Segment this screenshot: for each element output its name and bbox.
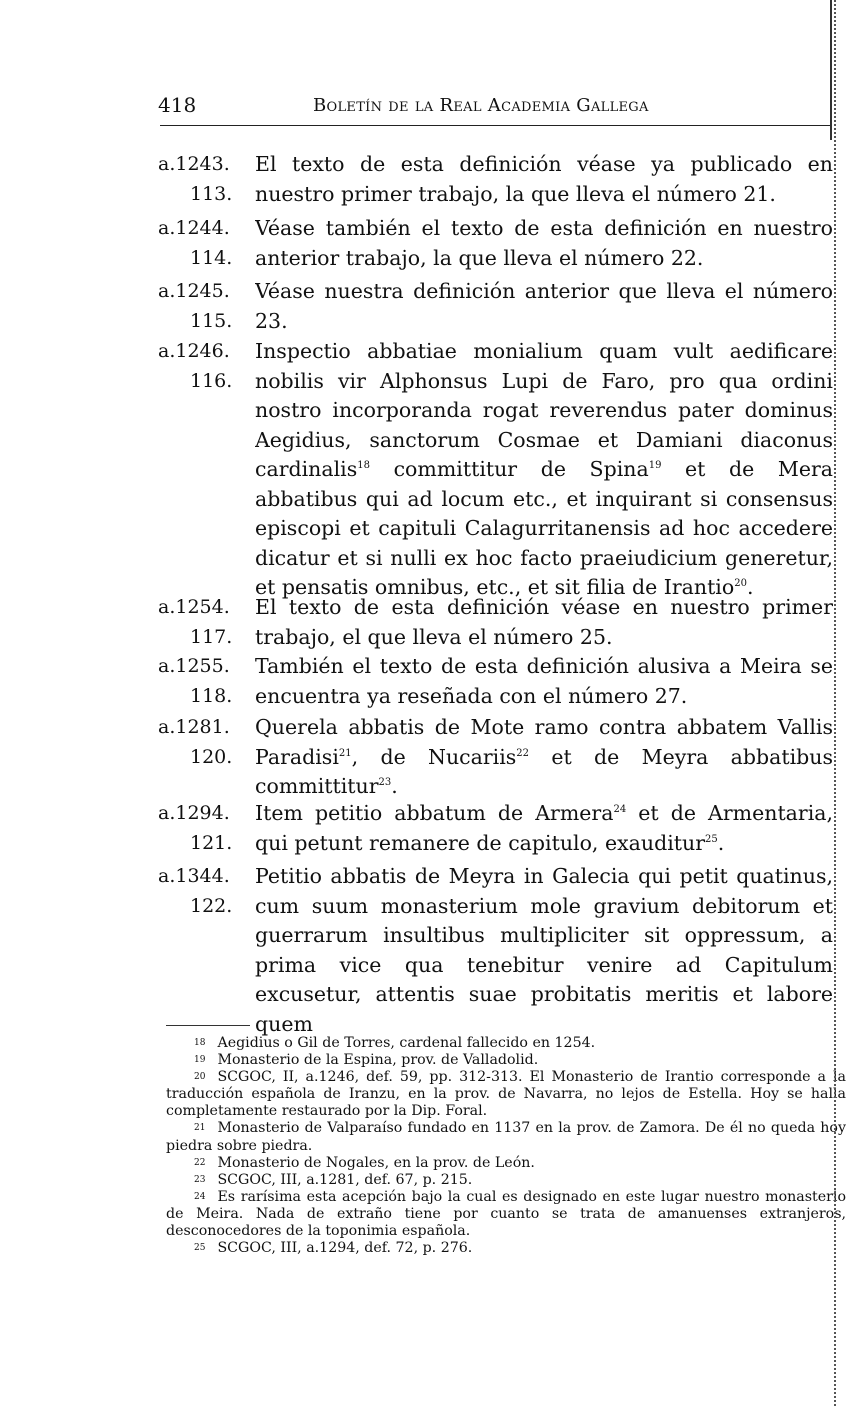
footnote-number: 18 [194,1038,206,1048]
entry-text: El texto de esta definición véase ya publicado en nuestro primer trabajo, la que lleva el número 21. [255,152,833,206]
entry-text: Petitio abbatis de Meyra in Galecia qui petit quatinus, cum suum monasterium mole gravium debitorum et guerrarum insultibus multipliciter sit oppressum, a prima vice qua tenebitur venire ad Capitulum excusetur, attentis suae probitatis meritis et labore quem [255,864,833,1036]
entry-number: 122. [190,894,233,917]
footnote: $^{24}$ Es rarísima esta acepción bajo la cual es designado en este lugar nuestro monasterio de Meira. Nada de extraño tiene por cuanto se trata de amanuenses extranjeros, desconocedores de la toponimia española. [166,1188,846,1240]
footnotes [166,1035,846,1257]
entry-year: a.1243. [158,153,230,175]
footnote-number: 21 [194,1123,206,1134]
entry-number: 118. [190,684,233,707]
footnote-number: 24 [194,1191,206,1202]
entry-year: a.1281. [158,716,230,738]
footnote-ref: 18 [357,460,370,472]
footnote-ref: 20 [734,578,747,590]
footnote: $^{21}$ Monasterio de Valparaíso fundado en 1137 en la prov. de Zamora. De él no queda hoy piedra sobre piedra. [166,1120,846,1154]
entry-number: 114. [190,246,233,269]
entry-number: 115. [190,309,233,332]
page-edge-shadow [834,0,836,1406]
entry-text: Véase también el texto de esta definición en nuestro anterior trabajo, la que lleva el número 22. [255,216,833,270]
footnote: $^{20}$ SCGOC, II, a.1246, def. 59, pp. 312-313. El Monasterio de Irantio corresponde a la traducción española de Iranzu, en la prov. de Navarra, no lejos de Estella. Hoy se halla completamente restaurado por la Dip. Foral. [166,1069,846,1120]
footnote-number: 23 [194,1174,206,1185]
running-title: Boletín de la Real Academia Gallega [313,95,649,116]
entry-text: Inspectio abbatiae monialium quam vult aedificare nobilis vir Alphonsus Lupi de Faro, pro qua ordini nostro incorporanda rogat reverendus pater dominus Aegidius, sanctorum Cosmae et Damiani diaconus cardinalis$^{18}$ committitur de Spina$^{19}$ et de Mera abbatibus qui ad locum etc., et inquirant si consensus episcopi et capituli Calagurritanensis ad hoc accedere dicatur et si nulli ex hoc facto praeiudicium generetur, et pensatis omnibus, etc., et sit filia de Irantio$^{20}$. [255,339,833,599]
entry-number: 113. [190,182,233,205]
footnote-ref: 24 [613,804,627,816]
footnote: $^{18}$ Aegidius o Gil de Torres, cardenal fallecido en 1254. [194,1035,596,1051]
entry-text: El texto de esta definición véase en nuestro primer trabajo, el que lleva el número 25. [255,595,833,649]
page-edge-shadow [830,0,832,140]
entry-text: Querela abbatis de Mote ramo contra abbatem Vallis Paradisi$^{21}$, de Nucariis$^{22}$ et de Meyra abbatibus committitur$^{23}$. [255,715,833,798]
footnote-ref: 25 [705,833,718,845]
footnote: $^{22}$ Monasterio de Nogales, en la prov. de León. [194,1154,535,1171]
entry-text: Véase nuestra definición anterior que lleva el número 23. [255,279,833,333]
entry-year: a.1254. [158,596,230,618]
entry-year: a.1344. [158,865,230,887]
entry-number: 120. [190,745,233,768]
entry-text: Item petitio abbatum de Armera$^{24}$ et de Armentaria, qui petunt remanere de capitulo, exauditur$^{25}$. [255,801,833,855]
footnote-ref: 19 [648,460,662,472]
footnote-number: 22 [194,1157,206,1168]
footnote-ref: 21 [338,747,352,759]
page-number: 418 [158,93,197,117]
entry-year: a.1246. [158,340,230,362]
footnote-rule [166,1025,250,1026]
entry-number: 121. [190,831,233,854]
footnote-number: 19 [194,1055,206,1066]
footnote-number: 20 [194,1072,206,1083]
entry-year: a.1294. [158,802,230,824]
footnote: $^{19}$ Monasterio de la Espina, prov. de Valladolid. [194,1052,539,1069]
footnote-ref: 22 [516,747,530,759]
entry-year: a.1255. [158,655,230,677]
entry-number: 117. [190,625,233,648]
footnote: $^{23}$ SCGOC, III, a.1281, def. 67, p. 215. [194,1171,473,1188]
footnote-number: 25 [194,1243,206,1254]
entry-text: También el texto de esta definición alusiva a Meira se encuentra ya reseñada con el número 27. [255,654,833,708]
footnote-ref: 23 [378,777,392,789]
footnote: $^{25}$ SCGOC, III, a.1294, def. 72, p. 276. [194,1240,473,1257]
entry-number: 116. [190,369,233,392]
entry-year: a.1244. [158,217,230,239]
entry-year: a.1245. [158,280,230,302]
